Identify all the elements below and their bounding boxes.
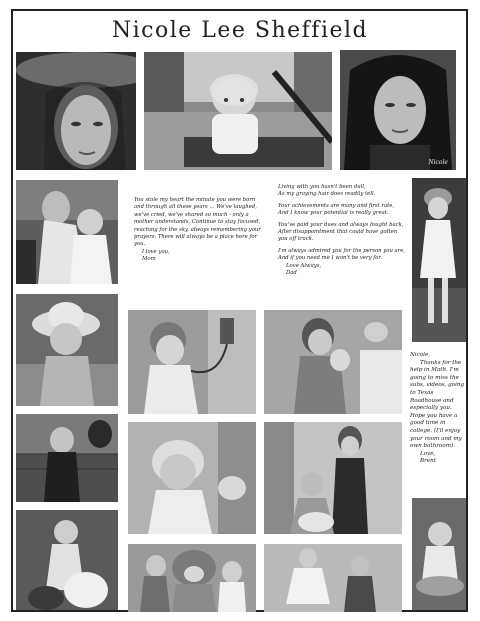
mom-message-signature: Mom (142, 256, 156, 263)
brent-message-signature: Brent (420, 458, 436, 465)
mom-message-body: You stole my heart the minute you were born and through all these years ... We've laughed, we've cried, we've shared so much - only a mother understands. Continue to stay focused, reaching for the sky, always remembering your prayers. There will always be a place here for you. (134, 197, 261, 248)
message-from-brent (410, 352, 466, 466)
dad-stanza-4 (278, 248, 406, 263)
dad-stanza-2 (278, 203, 406, 218)
dad-line: After disappointment that could have gotten (278, 229, 398, 236)
photo-dancer-brother (264, 544, 402, 612)
mom-message-closing: I love you, (142, 248, 170, 255)
dad-line: Your achievements are many and first rate, (278, 202, 395, 209)
photo-couple-dog (264, 422, 402, 534)
dad-line: And I know your potential is really great. (278, 210, 389, 217)
dad-message-closing: Love Always, (286, 262, 322, 269)
photo-child-bow (128, 422, 256, 534)
photo-toddler-telephone (128, 310, 256, 414)
photo-senior-portrait-hat (16, 52, 136, 170)
photo-child-white-dress (412, 178, 466, 342)
photo-father-daughter (16, 180, 118, 284)
photo-toddler-outdoors (16, 414, 118, 502)
photo-senior-portrait (340, 50, 456, 170)
dad-line: As my graying hair does readily tell. (278, 191, 376, 198)
dad-line: you off track. (278, 236, 314, 243)
brent-message-body: Thanks for the help in Math. I'm going to miss the subs, videos, going to Texas Roadhouse and especially you. Hope you have a good time in college. (I'll enjoy your room and my own bathroom). (410, 359, 465, 450)
page-title: Nicole Lee Sheffield (111, 18, 369, 43)
dad-line: I'm always admired you for the person you are, (278, 247, 406, 254)
dad-stanza-1 (278, 184, 406, 199)
brent-message-greeting: Nicole, (410, 352, 431, 358)
dad-line: And if you need me I won't be very far. (278, 255, 382, 262)
brent-message-closing: Love, (420, 450, 436, 457)
dad-line: Living with you hasn't been dull, (278, 184, 366, 190)
photo-costume-character (128, 544, 256, 612)
message-from-mom (134, 197, 262, 264)
photo-child-sun-hat (16, 294, 118, 406)
dad-line: You've paid your dues and always fought back, (278, 221, 404, 228)
dad-stanza-3 (278, 222, 406, 244)
message-from-dad (278, 184, 406, 277)
photo-toddler-wagon (144, 52, 332, 170)
photo-baby-walker (412, 498, 466, 610)
dad-message-signature: Dad (286, 270, 297, 277)
signature-script: Nicole (428, 159, 448, 166)
photo-toddler-toys (16, 510, 118, 610)
photo-sisters-hug (264, 310, 402, 414)
